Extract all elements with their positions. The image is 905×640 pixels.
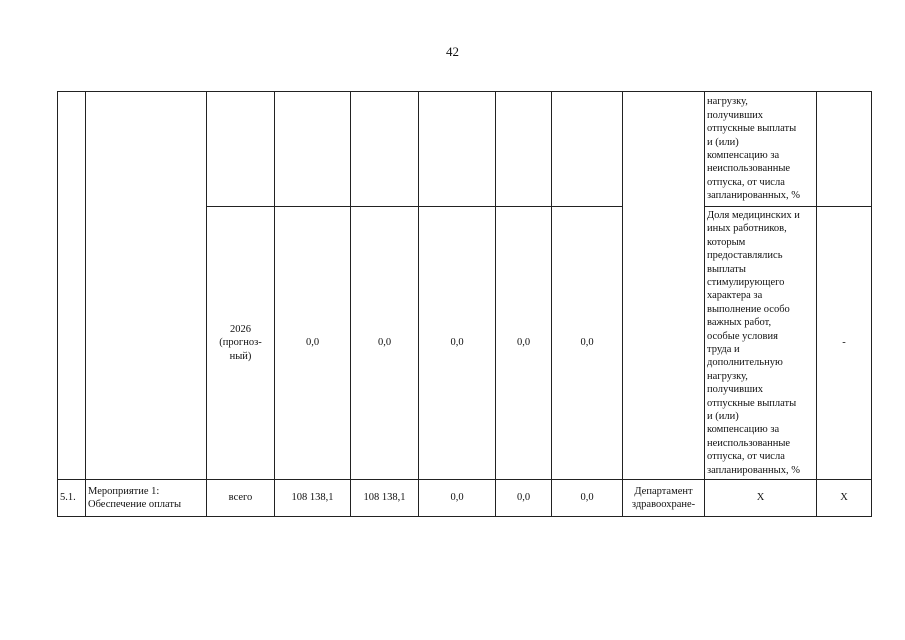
cell-federal xyxy=(419,92,496,207)
cell-other: 0,0 xyxy=(552,480,623,517)
cell-indicator-value xyxy=(817,92,872,207)
cell-local: 0,0 xyxy=(496,480,552,517)
cell-indicator-text: Х xyxy=(705,480,817,517)
cell-regional xyxy=(351,92,419,207)
cell-indicator-value: Х xyxy=(817,480,872,517)
cell-number xyxy=(58,92,86,480)
cell-other xyxy=(552,92,623,207)
table-row xyxy=(58,92,872,207)
cell-executor: Департамент здравоохране- xyxy=(623,480,705,517)
program-table xyxy=(57,91,872,517)
cell-name: Мероприятие 1: Обеспечение оплаты xyxy=(86,480,207,517)
cell-total: 0,0 xyxy=(275,207,351,480)
cell-indicator-text: нагрузку, получивших отпускные выплаты и (или) компенсацию за неиспользованные отпуска, от числа запланированных, % xyxy=(705,92,817,207)
cell-regional: 108 138,1 xyxy=(351,480,419,517)
cell-regional: 0,0 xyxy=(351,207,419,480)
cell-local: 0,0 xyxy=(496,207,552,480)
table-row xyxy=(58,480,872,517)
page-number: 42 xyxy=(446,44,459,59)
cell-federal: 0,0 xyxy=(419,480,496,517)
cell-indicator-text: Доля медицинских и иных работников, которым предоставлялись выплаты стимулирующего характера за выполнение особо важных работ, особые условия труда и дополнительную нагрузку, получивших отпускные выплаты и (или) компенсацию за неиспользованные отпуска, от числа запланированных, % xyxy=(705,207,817,480)
cell-number: 5.1. xyxy=(58,480,86,517)
cell-indicator-value: - xyxy=(817,207,872,480)
cell-local xyxy=(496,92,552,207)
cell-total xyxy=(275,92,351,207)
cell-year xyxy=(207,92,275,207)
cell-executor xyxy=(623,92,705,480)
cell-other: 0,0 xyxy=(552,207,623,480)
cell-federal: 0,0 xyxy=(419,207,496,480)
cell-name xyxy=(86,92,207,480)
cell-year: всего xyxy=(207,480,275,517)
cell-year: 2026 (прогноз- ный) xyxy=(207,207,275,480)
cell-total: 108 138,1 xyxy=(275,480,351,517)
